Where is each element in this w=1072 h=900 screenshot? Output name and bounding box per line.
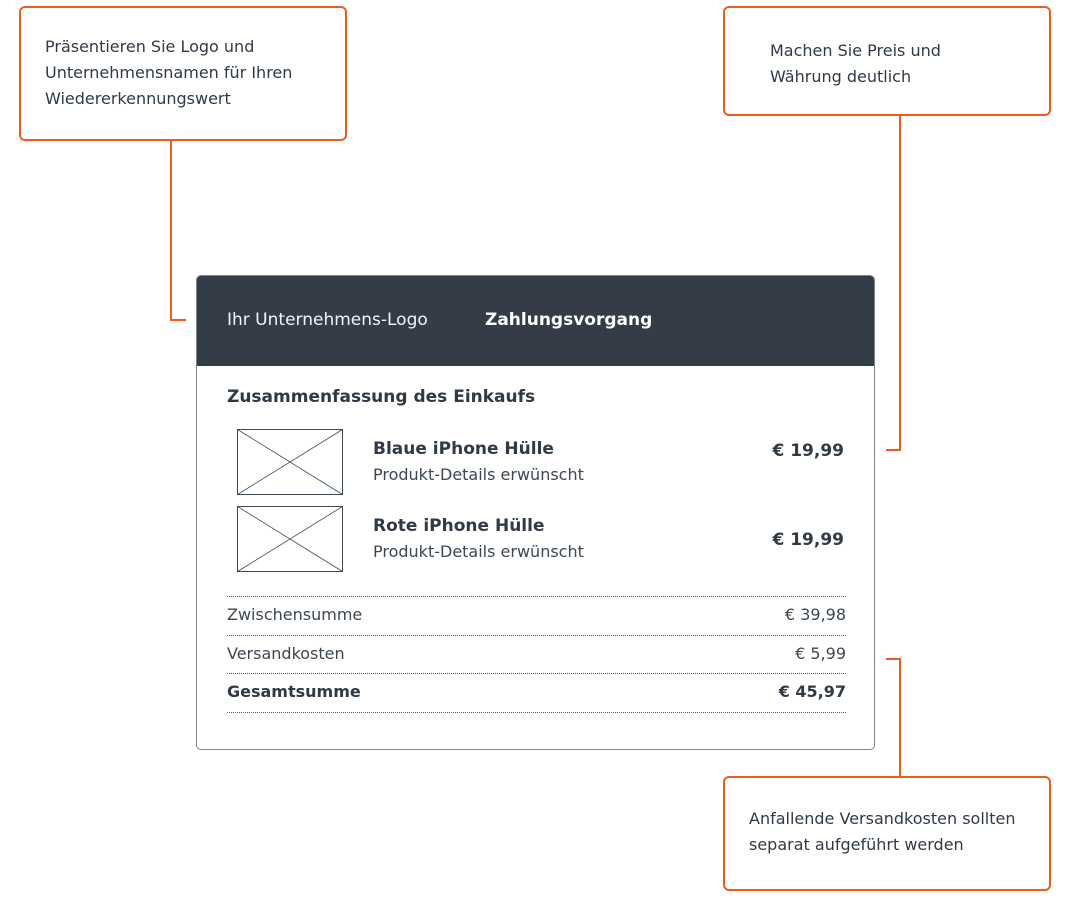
shipping-row <box>227 644 846 674</box>
total-row <box>227 682 846 712</box>
total-value: € 45,97 <box>778 682 846 701</box>
callout-shipping <box>723 776 1051 891</box>
callout-logo <box>19 6 347 141</box>
product-price: € 19,99 <box>772 530 844 550</box>
connector-line-shipping <box>899 658 901 777</box>
image-placeholder-icon <box>237 429 343 495</box>
callout-text-line: Anfallende Versandkosten sollten <box>749 809 1016 828</box>
dotted-divider <box>227 712 846 713</box>
callout-text-line: Präsentieren Sie Logo und <box>45 37 255 56</box>
connector-line-price <box>899 115 901 451</box>
product-item <box>197 429 874 499</box>
callout-text-line: Machen Sie Preis und <box>770 41 941 60</box>
callout-text-line: Währung deutlich <box>770 67 912 86</box>
product-name[interactable]: Blaue iPhone Hülle <box>373 439 554 459</box>
checkout-card <box>196 275 875 750</box>
dotted-divider <box>227 596 846 597</box>
subtotal-row <box>227 605 846 635</box>
image-placeholder-icon <box>237 506 343 572</box>
card-header <box>197 276 874 366</box>
total-label: Gesamtsumme <box>227 682 361 701</box>
product-detail: Produkt-Details erwünscht <box>373 465 584 484</box>
dotted-divider <box>227 635 846 636</box>
dotted-divider <box>227 673 846 674</box>
callout-text-line: Wiedererkennungswert <box>45 89 231 108</box>
page-title: Zahlungsvorgang <box>485 310 653 330</box>
product-item <box>197 506 874 576</box>
callout-text-line: Unternehmensnamen für Ihren <box>45 63 293 82</box>
company-logo-text[interactable]: Ihr Unternehmens-Logo <box>227 310 428 330</box>
subtotal-label: Zwischensumme <box>227 605 363 624</box>
connector-line-logo-tick <box>170 319 186 321</box>
connector-line-logo <box>170 140 172 321</box>
shipping-value: € 5,99 <box>795 644 846 663</box>
callout-price <box>723 6 1051 116</box>
callout-text-line: separat aufgeführt werden <box>749 835 964 854</box>
connector-line-price-tick <box>886 449 901 451</box>
summary-title: Zusammenfassung des Einkaufs <box>227 387 536 407</box>
product-price: € 19,99 <box>772 441 844 461</box>
product-detail: Produkt-Details erwünscht <box>373 542 584 561</box>
product-name[interactable]: Rote iPhone Hülle <box>373 516 545 536</box>
subtotal-value: € 39,98 <box>784 605 846 624</box>
shipping-label: Versandkosten <box>227 644 345 663</box>
